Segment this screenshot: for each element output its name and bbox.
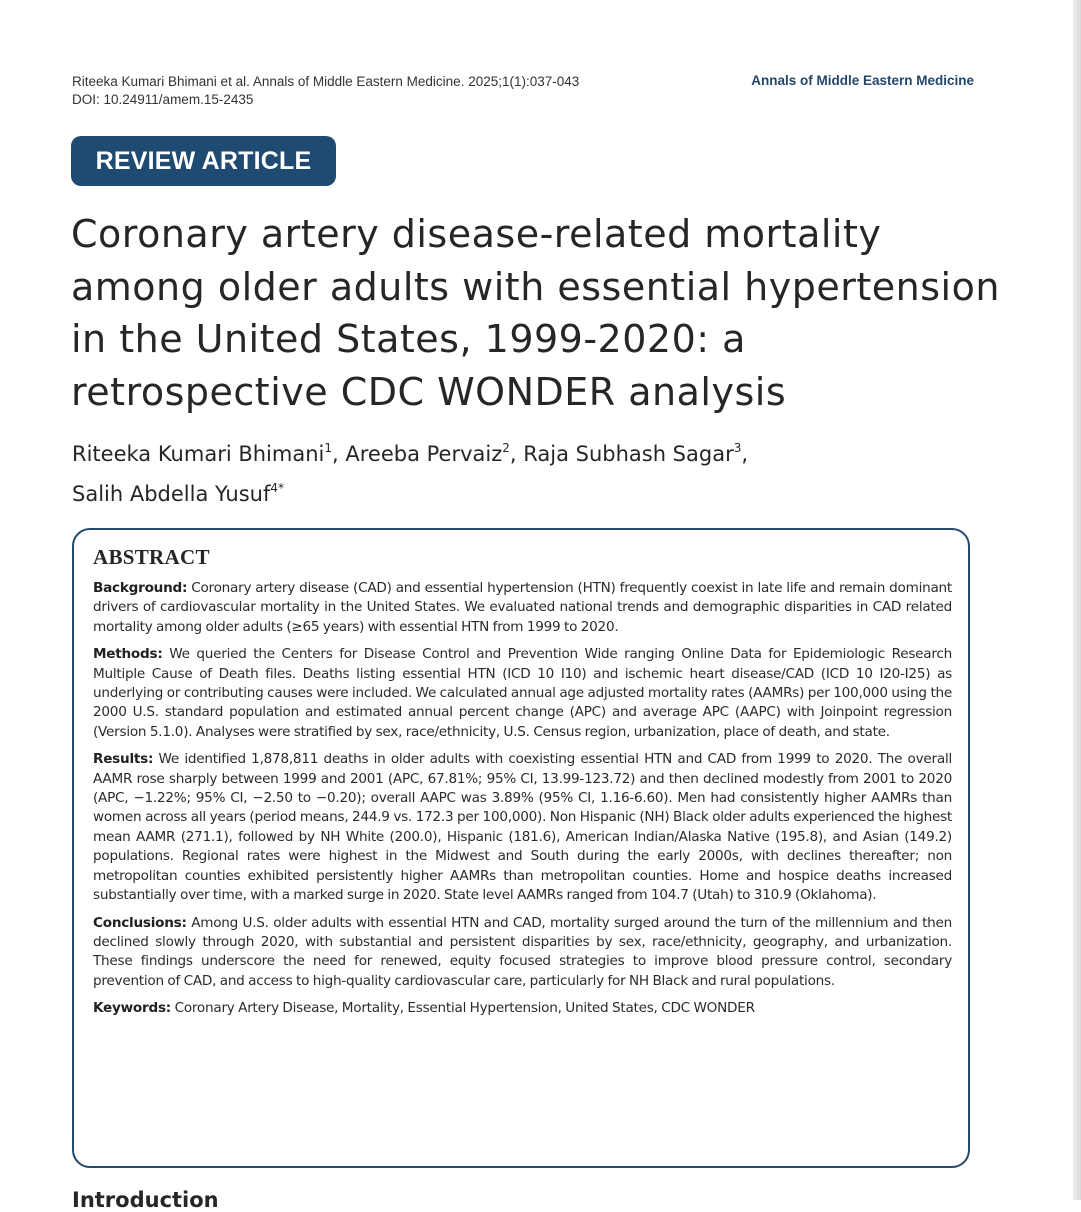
section-label: Methods: — [93, 646, 163, 663]
author-list — [72, 431, 992, 511]
abstract-background — [93, 579, 952, 637]
section-label: Results: — [93, 751, 154, 768]
citation-block — [72, 73, 579, 109]
section-label: Conclusions: — [93, 914, 187, 931]
section-text: We identified 1,878,811 deaths in older adults with coexisting essential HTN and CAD from 1999 to 2020. The overall AAMR rose sharply between 1999 and 2001 (APC, 67.81%; 95% CI, 13.99-123.72) and then declined modestly from 2001 to 2020 (APC, −1.22%; 95% CI, −2.50 to −0.20); overall AAPC was 3.89% (95% CI, 1.16-6.60). Men had consistently higher AAMRs than women across all years (period means, 244.9 vs. 172.3 per 100,000). Non Hispanic (NH) Black older adults experienced the highest mean AAMR (271.1), followed by NH White (200.0), Hispanic (181.6), American Indian/Alaska Native (195.8), and Asian (149.2) populations. Regional rates were highest in the Midwest and South during the early 2000s, with declines thereafter; non metropolitan counties exhibited persistently higher AAMRs than metropolitan counties. Home and hospice deaths increased substantially over time, with a marked surge in 2020. State level AAMRs ranged from 104.7 (Utah) to 310.9 (Oklahoma). — [93, 751, 952, 904]
abstract-conclusions — [93, 914, 952, 992]
abstract-heading: ABSTRACT — [93, 545, 210, 569]
author: Riteeka Kumari Bhimani$^1$, — [72, 441, 346, 466]
doi-line: DOI: 10.24911/amem.15-2435 — [72, 92, 254, 107]
section-text: Among U.S. older adults with essential HTN and CAD, mortality surged around the turn of the millennium and then declined slowly through 2020, with substantial and persistent disparities by sex, race/ethnicity, geography, and urbanization. These findings underscore the need for renewed, equity focused strategies to improve blood pressure control, secondary prevention of CAD, and access to high-quality cardiovascular care, particularly for NH Black and rural populations. — [93, 914, 952, 989]
article-type-badge: REVIEW ARTICLE — [71, 136, 336, 186]
abstract-methods — [93, 645, 952, 742]
journal-name: Annals of Middle Eastern Medicine — [751, 73, 974, 88]
section-label: Keywords: — [93, 1000, 171, 1017]
abstract-results — [93, 750, 952, 905]
section-text: Coronary artery disease (CAD) and essential hypertension (HTN) frequently coexist in late life and remain dominant drivers of cardiovascular mortality in the United States. We evaluated national trends and demographic disparities in CAD related mortality among older adults (≥65 years) with essential HTN from 1999 to 2020. — [93, 580, 952, 635]
affiliation-marker: 3 — [733, 441, 742, 455]
author: Salih Abdella Yusuf$^{4*}$ — [72, 481, 285, 506]
author: Raja Subhash Sagar$^3$, — [523, 441, 749, 466]
page-edge — [1073, 0, 1081, 1200]
section-text: We queried the Centers for Disease Control and Prevention Wide ranging Online Data for Epidemiologic Research Multiple Cause of Death files. Deaths listing essential HTN (ICD 10 I10) and ischemic heart disease/CAD (ICD 10 I20-I25) as underlying or contributing causes were included. We calculated annual age adjusted mortality rates (AAMRs) per 100,000 using the 2000 U.S. standard population and estimated annual percent change (APC) and average APC (AAPC) with Joinpoint regression (Version 5.1.0). Analyses were stratified by sex, race/ethnicity, U.S. Census region, urbanization, place of death, and state. — [93, 646, 953, 740]
affiliation-marker: 2 — [502, 441, 510, 455]
section-text: Coronary Artery Disease, Mortality, Essential Hypertension, United States, CDC WONDER — [174, 1000, 755, 1017]
introduction-heading: Introduction — [72, 1188, 219, 1212]
affiliation-marker: 1 — [324, 441, 332, 455]
citation-line: Riteeka Kumari Bhimani et al. Annals of Middle Eastern Medicine. 2025;1(1):037-043 — [72, 74, 580, 89]
abstract-keywords — [93, 999, 952, 1018]
author: Areeba Pervaiz$^2$, — [345, 441, 524, 466]
abstract-box — [72, 528, 970, 1168]
affiliation-marker: 4* — [270, 481, 285, 495]
section-label: Background: — [93, 580, 188, 596]
article-title: Coronary artery disease-related mortality among older adults with essential hypertension in the United States, 1999-2020: a retrospective CDC WONDER analysis — [71, 212, 1000, 414]
